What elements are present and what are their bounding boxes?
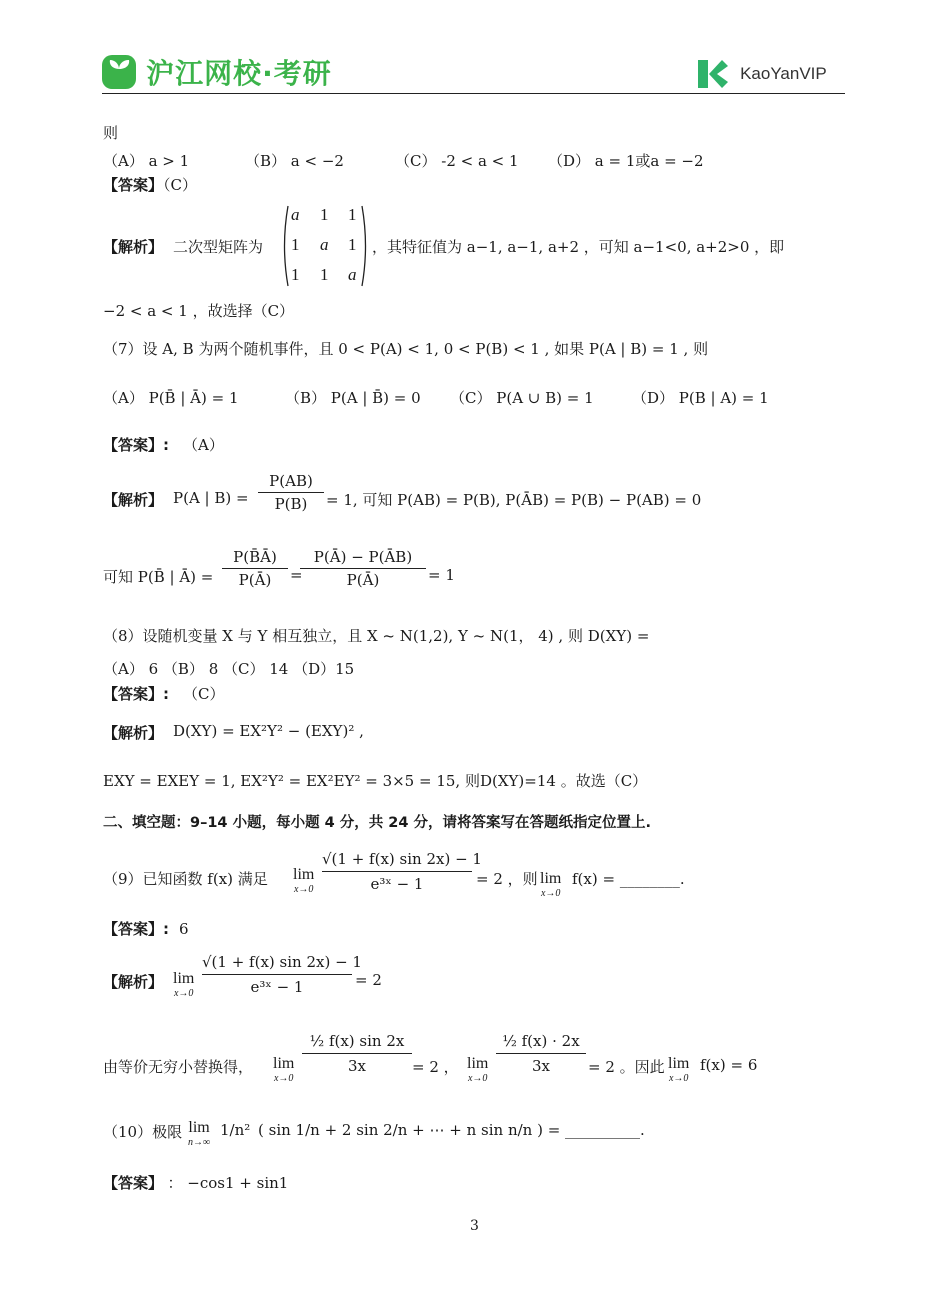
q10-frac: 1/n²: [220, 1121, 251, 1139]
q10-stem-pre: （10）极限: [103, 1123, 183, 1141]
q6-option-b: （B） a < −2: [245, 152, 344, 170]
sprout-icon: [101, 52, 139, 92]
q7-frac3-den: P(Ā): [346, 571, 380, 589]
q9-l2-lim1: [273, 1055, 294, 1084]
q6-lead: 则: [103, 124, 119, 142]
q10-lim: [188, 1119, 210, 1148]
section2-title: 二、填空题：9–14 小题，每小题 4 分，共 24 分，请将答案写在答题纸指定位置上.: [103, 815, 652, 831]
q9-lim: [293, 866, 314, 895]
q9-l2-lim3-word: lim: [668, 1055, 690, 1072]
q9-l2-lim1-word: lim: [273, 1055, 295, 1072]
brand-name: 沪江网校·考研: [146, 57, 332, 90]
q6-option-d: （D） a = 1或a = −2: [548, 152, 704, 170]
q8-analysis-line2: EXY = EXEY = 1, EX²Y² = EX²EY² = 3×5 = 15, 则D(XY)=14 。故选（C）: [103, 772, 648, 790]
q7-analysis-label: 【解析】: [103, 491, 164, 509]
q9-l2-lim2-sub: x→0: [467, 1073, 488, 1084]
q10-series: ( sin 1/n + 2 sin 2/n + ⋯ + n sin n/n ) = __________.: [258, 1121, 645, 1139]
partner-logo: [695, 57, 827, 91]
q9-an-frac: [202, 953, 362, 996]
q8-answer-label: 【答案】:: [103, 685, 169, 703]
q9-lim-word: lim: [293, 866, 315, 883]
q9-l2-num2: ½ f(x) · 2x: [502, 1032, 580, 1050]
q9-l2-lim2-word: lim: [467, 1055, 489, 1072]
matrix-cell: a: [291, 205, 300, 224]
q6-option-c: （C） -2 < a < 1: [395, 152, 519, 170]
partner-name: KaoYanVIP: [740, 64, 827, 83]
q7-option-a: （A） P(B̄ | Ā) = 1: [103, 389, 239, 407]
q6-analysis-pre: 二次型矩阵为: [173, 238, 264, 256]
q7-answer-label: 【答案】:: [103, 436, 169, 454]
q9-analysis-label: 【解析】: [103, 973, 164, 991]
q6-option-a: （A） a > 1: [103, 152, 190, 170]
q9-stem-eq: = 2 ，则: [476, 870, 538, 888]
q9-l2-den1: 3x: [347, 1057, 366, 1075]
q6-matrix: [280, 202, 370, 290]
q7-line1-a: P(A | B) =: [173, 489, 249, 507]
q9-answer-label: 【答案】:: [103, 920, 169, 938]
q9-an-frac-num: √(1 + f(x) sin 2x) − 1: [202, 953, 362, 971]
q8-stem: （8）设随机变量 X 与 Y 相互独立，且 X ~ N(1,2), Y ~ N(1， 4) , 则 D(XY) =: [103, 627, 650, 645]
q10-lim-word: lim: [188, 1119, 210, 1136]
q6-analysis-label: 【解析】: [103, 238, 164, 256]
matrix-cell: 1: [291, 265, 300, 284]
matrix-cell: 1: [291, 235, 300, 254]
q9-l2-lim3: [668, 1055, 689, 1084]
q7-frac1-den: P(B): [274, 495, 308, 513]
q9-line2-pre: 由等价无穷小替换得，: [103, 1058, 254, 1076]
q9-stem-post: f(x) = ________.: [572, 870, 685, 888]
q9-frac: [322, 850, 482, 893]
q9-an-lim-sub: x→0: [173, 988, 194, 999]
matrix-cell: 1: [320, 265, 329, 284]
q10-answer-label: 【答案】: [103, 1174, 156, 1192]
q7-frac1: [258, 472, 324, 513]
q8-options: （A） 6 （B） 8 （C） 14 （D）15: [103, 660, 355, 678]
q7-frac2: [222, 548, 288, 589]
q7-option-b: （B） P(A | B̄) = 0: [285, 389, 421, 407]
q8-analysis-label: 【解析】: [103, 724, 164, 742]
q9-frac-num: √(1 + f(x) sin 2x) − 1: [322, 850, 482, 868]
q9-l2-end: f(x) = 6: [700, 1056, 758, 1074]
q9-an-lim-word: lim: [173, 970, 195, 987]
k-logo-icon: [695, 57, 729, 91]
q7-frac1-num: P(AB): [269, 472, 313, 490]
q9-l2-frac2: [496, 1032, 586, 1075]
q9-lim2: [540, 870, 561, 899]
matrix-cell: a: [348, 265, 357, 284]
q7-line2-a: 可知 P(B̄ | Ā) =: [103, 568, 214, 586]
matrix-cell: a: [320, 235, 329, 254]
q7-frac3: [300, 548, 426, 589]
q8-answer: （C）: [183, 685, 225, 703]
q6-answer-label: 【答案】: [103, 176, 164, 194]
q9-an-frac-den: e³ˣ − 1: [250, 978, 304, 996]
q6-analysis-end: −2 < a < 1 ，故选择（C）: [103, 302, 295, 320]
q7-option-d: （D） P(B | A) = 1: [632, 389, 769, 407]
q9-answer: 6: [179, 920, 189, 938]
matrix-cell: 1: [320, 205, 329, 224]
header-rule: [102, 93, 845, 94]
q9-l2-lim1-sub: x→0: [273, 1073, 294, 1084]
q7-answer: （A）: [183, 436, 224, 454]
q9-lim2-sub: x→0: [540, 888, 561, 899]
q10-answer: ： −cos1 + sin1: [167, 1174, 289, 1192]
q7-option-c: （C） P(A ∪ B) = 1: [450, 389, 594, 407]
q9-l2-den2: 3x: [531, 1057, 550, 1075]
q9-stem-pre: （9）已知函数 f(x) 满足: [103, 870, 268, 888]
q6-analysis-mid: ，其特征值为 a−1, a−1, a+2 ，可知 a−1<0, a+2>0 ，即: [372, 238, 785, 256]
q9-lim2-word: lim: [540, 870, 562, 887]
q9-l2-lim2: [467, 1055, 488, 1084]
q9-analysis-eq: = 2: [355, 971, 382, 989]
q6-answer: （C）: [163, 176, 197, 194]
q9-an-lim: [173, 970, 194, 999]
q7-line2-eq: =: [290, 566, 303, 584]
q10-lim-sub: n→∞: [188, 1137, 211, 1148]
matrix-cell: 1: [348, 205, 357, 224]
brand-logo: [101, 52, 332, 92]
q7-stem: （7）设 A, B 为两个随机事件，且 0 < P(A) < 1, 0 < P(B) < 1 , 如果 P(A | B) = 1 , 则: [103, 340, 709, 358]
q8-analysis-line1: D(XY) = EX²Y² − (EXY)² ,: [173, 722, 364, 740]
q9-l2-lim3-sub: x→0: [668, 1073, 689, 1084]
q7-frac2-num: P(B̄Ā): [233, 548, 277, 566]
q9-lim-sub: x→0: [293, 884, 314, 895]
q7-frac3-num: P(Ā) − P(ĀB): [313, 548, 413, 566]
q7-line2-end: = 1: [428, 566, 455, 584]
q7-frac2-den: P(Ā): [238, 571, 272, 589]
q9-l2-eq2: = 2 。因此: [588, 1058, 665, 1076]
q9-l2-eq1: = 2 ，: [412, 1058, 459, 1076]
q9-l2-num1: ½ f(x) sin 2x: [309, 1032, 405, 1050]
q9-frac-den: e³ˣ − 1: [370, 875, 424, 893]
q9-l2-frac1: [302, 1032, 412, 1075]
q7-line1-b: = 1, 可知 P(AB) = P(B), P(ĀB) = P(B) − P(AB) = 0: [326, 491, 702, 509]
page-number: 3: [470, 1218, 479, 1234]
matrix-cell: 1: [348, 235, 357, 254]
